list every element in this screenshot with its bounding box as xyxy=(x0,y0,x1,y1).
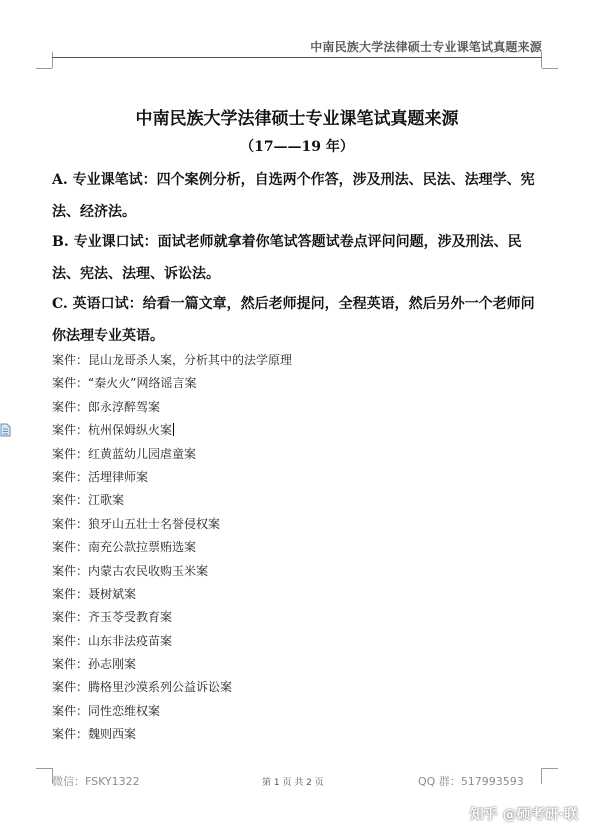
footer-wechat: 微信：FSKY1322 xyxy=(52,775,140,788)
document-title: 中南民族大学法律硕士专业课笔试真题来源 xyxy=(135,109,459,129)
list-item xyxy=(52,609,292,632)
list-item xyxy=(52,633,292,656)
list-item xyxy=(52,352,292,375)
case-prefix: 案件： xyxy=(52,376,89,391)
case-name: 山东非法疫苗案 xyxy=(88,633,173,648)
case-prefix: 案件： xyxy=(52,727,89,742)
list-item xyxy=(52,375,292,398)
case-prefix: 案件： xyxy=(52,540,89,555)
list-item xyxy=(52,656,292,679)
case-name: 杭州保姆纵火案 xyxy=(88,423,173,438)
list-item xyxy=(52,539,292,562)
paragraph-english-exam: C. 英语口试：给看一篇文章，然后老师提问，全程英语，然后另外一个老师问你法理专业英语。 xyxy=(52,296,535,344)
crop-mark-top-left-v xyxy=(52,52,53,68)
case-prefix: 案件： xyxy=(52,633,89,648)
crop-mark-top-left-h xyxy=(36,68,52,69)
case-name: 同性恋维权案 xyxy=(88,703,161,718)
case-prefix: 案件： xyxy=(52,703,89,718)
list-item xyxy=(52,586,292,609)
case-name: 狼牙山五壮士名誉侵权案 xyxy=(88,516,221,531)
case-prefix: 案件： xyxy=(52,353,89,367)
document-subtitle: （17——19 年） xyxy=(240,139,354,155)
case-prefix: 案件： xyxy=(52,586,89,601)
header-divider xyxy=(52,57,542,58)
case-name: 昆山龙哥杀人案，分析其中的法学原理 xyxy=(88,353,293,367)
case-prefix: 案件： xyxy=(52,563,89,578)
case-name: 江歌案 xyxy=(88,493,125,508)
case-prefix: 案件： xyxy=(52,680,89,695)
footer-page-info: 第 1 页 共 2 页 xyxy=(262,778,324,788)
case-name: 郎永淳醉驾案 xyxy=(88,399,161,414)
case-prefix: 案件： xyxy=(52,399,89,414)
case-list xyxy=(52,352,292,750)
list-item xyxy=(52,516,292,539)
paragraph-oral-exam: B. 专业课口试：面试老师就拿着你笔试答题试卷点评问问题，涉及刑法、民法、宪法、法理、诉讼法。 xyxy=(52,234,522,282)
crop-mark-bottom-right-h xyxy=(542,768,558,769)
case-name: 齐玉苓受教育案 xyxy=(88,610,173,625)
list-item xyxy=(52,446,292,469)
case-name: 腾格里沙漠系列公益诉讼案 xyxy=(88,680,233,695)
document-icon[interactable] xyxy=(0,422,12,436)
footer-qq: QQ 群：517993593 xyxy=(418,775,524,788)
case-name: “秦火火”网络谣言案 xyxy=(88,376,197,391)
list-item xyxy=(52,563,292,586)
case-prefix: 案件： xyxy=(52,423,89,438)
paragraph-written-exam: A. 专业课笔试：四个案例分析，自选两个作答，涉及刑法、民法、法理学、宪法、经济法。 xyxy=(52,172,535,220)
case-name: 内蒙古农民收购玉米案 xyxy=(88,563,209,578)
case-prefix: 案件： xyxy=(52,469,89,484)
case-name: 魏则西案 xyxy=(88,727,137,742)
list-item xyxy=(52,399,292,422)
list-item xyxy=(52,422,292,445)
list-item xyxy=(52,679,292,702)
case-prefix: 案件： xyxy=(52,493,89,508)
case-prefix: 案件： xyxy=(52,516,89,531)
list-item xyxy=(52,469,292,492)
case-name: 孙志刚案 xyxy=(88,657,137,672)
crop-mark-top-right-h xyxy=(542,68,558,69)
case-name: 聂树斌案 xyxy=(88,586,137,601)
case-name: 活埋律师案 xyxy=(88,469,149,484)
text-cursor xyxy=(173,423,174,436)
case-name: 南充公款拉票贿选案 xyxy=(88,540,197,555)
case-name: 红黄蓝幼儿园虐童案 xyxy=(88,446,197,461)
crop-mark-bottom-left-h xyxy=(36,768,52,769)
watermark: 知乎 @硕考研·联 xyxy=(469,807,578,823)
case-prefix: 案件： xyxy=(52,446,89,461)
crop-mark-bottom-right-v xyxy=(541,768,542,784)
case-prefix: 案件： xyxy=(52,610,89,625)
list-item xyxy=(52,726,292,749)
case-prefix: 案件： xyxy=(52,657,89,672)
running-header: 中南民族大学法律硕士专业课笔试真题来源 xyxy=(310,40,542,54)
list-item xyxy=(52,703,292,726)
list-item xyxy=(52,492,292,515)
